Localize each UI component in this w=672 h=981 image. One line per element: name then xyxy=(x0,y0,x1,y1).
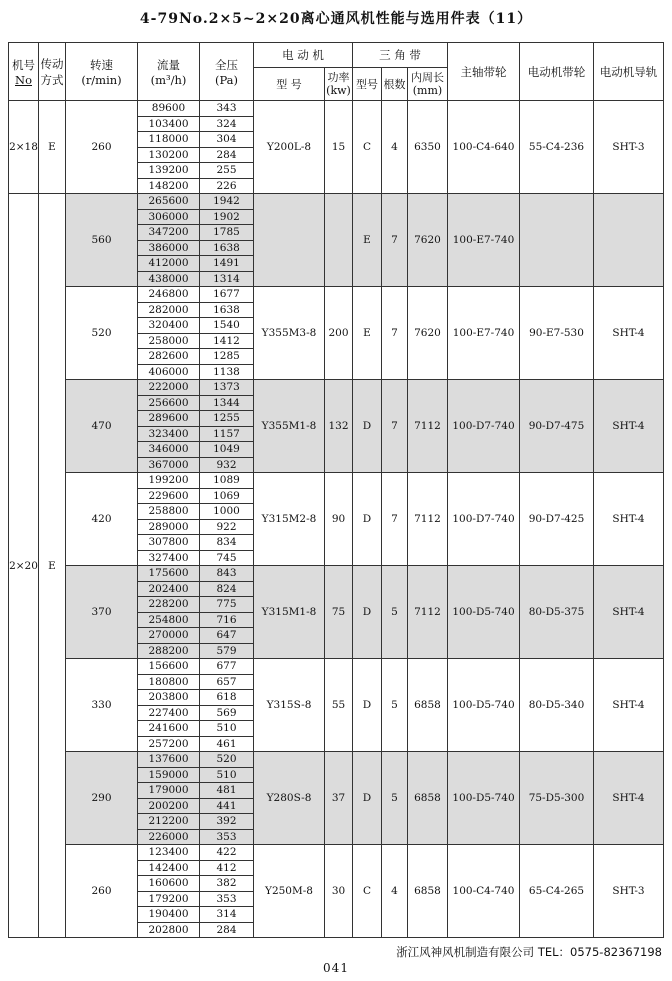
pressure-cell: 1785 xyxy=(200,225,254,241)
pressure-cell: 353 xyxy=(200,829,254,845)
pressure-cell: 343 xyxy=(200,101,254,117)
pressure-cell: 1255 xyxy=(200,411,254,427)
header-machine-no: 机号 No xyxy=(9,43,39,101)
pressure-cell: 843 xyxy=(200,566,254,582)
flow-cell: 227400 xyxy=(138,705,200,721)
header-motor-rail: 电动机导轨 xyxy=(594,43,664,101)
flow-cell: 257200 xyxy=(138,736,200,752)
speed-cell: 470 xyxy=(66,380,138,473)
motor-model-cell: Y250M-8 xyxy=(254,845,325,938)
spindle-pulley-cell: 100-D7-740 xyxy=(448,380,520,473)
pressure-cell: 422 xyxy=(200,845,254,861)
motor-power-cell xyxy=(325,194,353,287)
motor-power-cell: 30 xyxy=(325,845,353,938)
motor-model-cell: Y355M3-8 xyxy=(254,287,325,380)
header-belt-length: 内周长 (mm) xyxy=(408,68,448,101)
motor-model-cell: Y200L-8 xyxy=(254,101,325,194)
pressure-cell: 618 xyxy=(200,690,254,706)
pressure-cell: 520 xyxy=(200,752,254,768)
motor-model-cell: Y315M2-8 xyxy=(254,473,325,566)
motor-rail-cell: SHT-4 xyxy=(594,473,664,566)
flow-cell: 200200 xyxy=(138,798,200,814)
flow-cell: 175600 xyxy=(138,566,200,582)
table-row xyxy=(9,659,664,675)
flow-cell: 123400 xyxy=(138,845,200,861)
flow-cell: 347200 xyxy=(138,225,200,241)
flow-cell: 412000 xyxy=(138,256,200,272)
spindle-pulley-cell: 100-D7-740 xyxy=(448,473,520,566)
belt-model-cell: E xyxy=(353,287,382,380)
flow-cell: 160600 xyxy=(138,876,200,892)
flow-cell: 229600 xyxy=(138,488,200,504)
motor-pulley-cell: 90-D7-425 xyxy=(520,473,594,566)
motor-rail-cell: SHT-3 xyxy=(594,101,664,194)
belt-length-cell: 7620 xyxy=(408,194,448,287)
pressure-cell: 1157 xyxy=(200,426,254,442)
flow-cell: 254800 xyxy=(138,612,200,628)
flow-cell: 327400 xyxy=(138,550,200,566)
flow-cell: 190400 xyxy=(138,907,200,923)
pressure-cell: 284 xyxy=(200,147,254,163)
flow-cell: 258000 xyxy=(138,333,200,349)
flow-cell: 226000 xyxy=(138,829,200,845)
flow-cell: 270000 xyxy=(138,628,200,644)
flow-cell: 241600 xyxy=(138,721,200,737)
header-pressure: 全压 (Pa) xyxy=(200,43,254,101)
header-motor-model: 型 号 xyxy=(254,68,325,101)
drive-cell: E xyxy=(39,194,66,938)
pressure-cell: 657 xyxy=(200,674,254,690)
pressure-cell: 1314 xyxy=(200,271,254,287)
belt-length-cell: 6858 xyxy=(408,659,448,752)
motor-rail-cell: SHT-3 xyxy=(594,845,664,938)
header-motor-pulley: 电动机带轮 xyxy=(520,43,594,101)
belt-model-cell: C xyxy=(353,101,382,194)
flow-cell: 346000 xyxy=(138,442,200,458)
flow-cell: 289000 xyxy=(138,519,200,535)
flow-cell: 180800 xyxy=(138,674,200,690)
flow-cell: 159000 xyxy=(138,767,200,783)
belt-length-cell: 6858 xyxy=(408,752,448,845)
pressure-cell: 1942 xyxy=(200,194,254,210)
flow-cell: 203800 xyxy=(138,690,200,706)
pressure-cell: 745 xyxy=(200,550,254,566)
belt-model-cell: D xyxy=(353,473,382,566)
pressure-cell: 510 xyxy=(200,767,254,783)
belt-model-cell: D xyxy=(353,566,382,659)
motor-model-cell: Y355M1-8 xyxy=(254,380,325,473)
spindle-pulley-cell: 100-E7-740 xyxy=(448,287,520,380)
pressure-cell: 569 xyxy=(200,705,254,721)
speed-cell: 420 xyxy=(66,473,138,566)
motor-power-cell: 15 xyxy=(325,101,353,194)
flow-cell: 320400 xyxy=(138,318,200,334)
pressure-cell: 1089 xyxy=(200,473,254,489)
flow-cell: 386000 xyxy=(138,240,200,256)
pressure-cell: 716 xyxy=(200,612,254,628)
header-drive: 传动 方式 xyxy=(39,43,66,101)
flow-cell: 199200 xyxy=(138,473,200,489)
table-row xyxy=(9,566,664,582)
flow-cell: 89600 xyxy=(138,101,200,117)
pressure-cell: 1000 xyxy=(200,504,254,520)
page-title: 4-79No.2×5~2×20离心通风机性能与选用件表（11） xyxy=(139,11,533,27)
motor-pulley-cell: 75-D5-300 xyxy=(520,752,594,845)
motor-power-cell: 55 xyxy=(325,659,353,752)
motor-pulley-cell xyxy=(520,194,594,287)
flow-cell: 282000 xyxy=(138,302,200,318)
pressure-cell: 304 xyxy=(200,132,254,148)
belt-count-cell: 5 xyxy=(382,659,408,752)
table-row xyxy=(9,473,664,489)
flow-cell: 306000 xyxy=(138,209,200,225)
table-row xyxy=(9,287,664,303)
table-row xyxy=(9,194,664,210)
pressure-cell: 932 xyxy=(200,457,254,473)
header-belt: 三 角 带 xyxy=(353,43,448,68)
flow-cell: 367000 xyxy=(138,457,200,473)
belt-model-cell: D xyxy=(353,659,382,752)
pressure-cell: 1638 xyxy=(200,302,254,318)
motor-rail-cell: SHT-4 xyxy=(594,566,664,659)
motor-pulley-cell: 65-C4-265 xyxy=(520,845,594,938)
drive-cell: E xyxy=(39,101,66,194)
motor-pulley-cell: 90-D7-475 xyxy=(520,380,594,473)
motor-model-cell: Y315M1-8 xyxy=(254,566,325,659)
spindle-pulley-cell: 100-C4-740 xyxy=(448,845,520,938)
belt-count-cell: 7 xyxy=(382,194,408,287)
machine-no-cell: 2×20 xyxy=(9,194,39,938)
company-footer: 浙江风神风机制造有限公司 TEL：0575-82367198 xyxy=(396,945,662,959)
belt-model-cell: D xyxy=(353,752,382,845)
belt-length-cell: 7112 xyxy=(408,380,448,473)
belt-length-cell: 7112 xyxy=(408,473,448,566)
flow-cell: 323400 xyxy=(138,426,200,442)
speed-cell: 560 xyxy=(66,194,138,287)
belt-length-cell: 7620 xyxy=(408,287,448,380)
belt-count-cell: 5 xyxy=(382,752,408,845)
motor-power-cell: 132 xyxy=(325,380,353,473)
spindle-pulley-cell: 100-D5-740 xyxy=(448,566,520,659)
belt-count-cell: 4 xyxy=(382,845,408,938)
pressure-cell: 1902 xyxy=(200,209,254,225)
motor-model-cell: Y280S-8 xyxy=(254,752,325,845)
motor-pulley-cell: 55-C4-236 xyxy=(520,101,594,194)
pressure-cell: 1491 xyxy=(200,256,254,272)
motor-power-cell: 37 xyxy=(325,752,353,845)
pressure-cell: 255 xyxy=(200,163,254,179)
pressure-cell: 324 xyxy=(200,116,254,132)
flow-cell: 289600 xyxy=(138,411,200,427)
pressure-cell: 834 xyxy=(200,535,254,551)
pressure-cell: 353 xyxy=(200,891,254,907)
speed-cell: 370 xyxy=(66,566,138,659)
flow-cell: 406000 xyxy=(138,364,200,380)
pressure-cell: 1412 xyxy=(200,333,254,349)
motor-pulley-cell: 80-D5-375 xyxy=(520,566,594,659)
flow-cell: 118000 xyxy=(138,132,200,148)
motor-pulley-cell: 90-E7-530 xyxy=(520,287,594,380)
flow-cell: 282600 xyxy=(138,349,200,365)
pressure-cell: 461 xyxy=(200,736,254,752)
belt-length-cell: 7112 xyxy=(408,566,448,659)
pressure-cell: 226 xyxy=(200,178,254,194)
pressure-cell: 775 xyxy=(200,597,254,613)
flow-cell: 142400 xyxy=(138,860,200,876)
spec-table-body xyxy=(9,101,664,938)
spindle-pulley-cell: 100-D5-740 xyxy=(448,752,520,845)
pressure-cell: 481 xyxy=(200,783,254,799)
header-belt-model: 型号 xyxy=(353,68,382,101)
flow-cell: 246800 xyxy=(138,287,200,303)
flow-cell: 139200 xyxy=(138,163,200,179)
flow-cell: 265600 xyxy=(138,194,200,210)
motor-power-cell: 75 xyxy=(325,566,353,659)
header-belt-count: 根数 xyxy=(382,68,408,101)
pressure-cell: 1638 xyxy=(200,240,254,256)
belt-count-cell: 4 xyxy=(382,101,408,194)
flow-cell: 202400 xyxy=(138,581,200,597)
flow-cell: 137600 xyxy=(138,752,200,768)
motor-rail-cell: SHT-4 xyxy=(594,659,664,752)
belt-model-cell: D xyxy=(353,380,382,473)
motor-rail-cell xyxy=(594,194,664,287)
pressure-cell: 284 xyxy=(200,922,254,938)
motor-power-cell: 200 xyxy=(325,287,353,380)
flow-cell: 179000 xyxy=(138,783,200,799)
motor-model-cell xyxy=(254,194,325,287)
belt-length-cell: 6350 xyxy=(408,101,448,194)
motor-power-cell: 90 xyxy=(325,473,353,566)
header-spindle-pulley: 主轴带轮 xyxy=(448,43,520,101)
belt-length-cell: 6858 xyxy=(408,845,448,938)
belt-count-cell: 7 xyxy=(382,473,408,566)
motor-rail-cell: SHT-4 xyxy=(594,287,664,380)
pressure-cell: 647 xyxy=(200,628,254,644)
pressure-cell: 1069 xyxy=(200,488,254,504)
fan-spec-table xyxy=(8,42,664,938)
belt-count-cell: 7 xyxy=(382,380,408,473)
pressure-cell: 1049 xyxy=(200,442,254,458)
page-number: 041 xyxy=(323,961,349,975)
pressure-cell: 441 xyxy=(200,798,254,814)
flow-cell: 258800 xyxy=(138,504,200,520)
pressure-cell: 1540 xyxy=(200,318,254,334)
pressure-cell: 579 xyxy=(200,643,254,659)
header-flow: 流量 (m³/h) xyxy=(138,43,200,101)
flow-cell: 179200 xyxy=(138,891,200,907)
header-motor-power: 功率 (kw) xyxy=(325,68,353,101)
motor-model-cell: Y315S-8 xyxy=(254,659,325,752)
belt-model-cell: C xyxy=(353,845,382,938)
pressure-cell: 314 xyxy=(200,907,254,923)
speed-cell: 260 xyxy=(66,845,138,938)
flow-cell: 256600 xyxy=(138,395,200,411)
belt-model-cell: E xyxy=(353,194,382,287)
motor-rail-cell: SHT-4 xyxy=(594,752,664,845)
table-row xyxy=(9,752,664,768)
pressure-cell: 392 xyxy=(200,814,254,830)
speed-cell: 260 xyxy=(66,101,138,194)
pressure-cell: 510 xyxy=(200,721,254,737)
flow-cell: 228200 xyxy=(138,597,200,613)
pressure-cell: 382 xyxy=(200,876,254,892)
flow-cell: 156600 xyxy=(138,659,200,675)
pressure-cell: 412 xyxy=(200,860,254,876)
pressure-cell: 677 xyxy=(200,659,254,675)
motor-pulley-cell: 80-D5-340 xyxy=(520,659,594,752)
belt-count-cell: 5 xyxy=(382,566,408,659)
table-row xyxy=(9,101,664,117)
pressure-cell: 1344 xyxy=(200,395,254,411)
flow-cell: 202800 xyxy=(138,922,200,938)
spindle-pulley-cell: 100-D5-740 xyxy=(448,659,520,752)
pressure-cell: 1138 xyxy=(200,364,254,380)
spindle-pulley-cell: 100-E7-740 xyxy=(448,194,520,287)
machine-no-cell: 2×18 xyxy=(9,101,39,194)
speed-cell: 520 xyxy=(66,287,138,380)
flow-cell: 438000 xyxy=(138,271,200,287)
flow-cell: 307800 xyxy=(138,535,200,551)
flow-cell: 222000 xyxy=(138,380,200,396)
table-row xyxy=(9,380,664,396)
table-row xyxy=(9,845,664,861)
pressure-cell: 1373 xyxy=(200,380,254,396)
flow-cell: 148200 xyxy=(138,178,200,194)
flow-cell: 288200 xyxy=(138,643,200,659)
header-speed: 转速 (r/min) xyxy=(66,43,138,101)
speed-cell: 290 xyxy=(66,752,138,845)
pressure-cell: 1285 xyxy=(200,349,254,365)
pressure-cell: 1677 xyxy=(200,287,254,303)
pressure-cell: 824 xyxy=(200,581,254,597)
flow-cell: 103400 xyxy=(138,116,200,132)
spindle-pulley-cell: 100-C4-640 xyxy=(448,101,520,194)
pressure-cell: 922 xyxy=(200,519,254,535)
flow-cell: 130200 xyxy=(138,147,200,163)
belt-count-cell: 7 xyxy=(382,287,408,380)
motor-rail-cell: SHT-4 xyxy=(594,380,664,473)
header-motor: 电 动 机 xyxy=(254,43,353,68)
speed-cell: 330 xyxy=(66,659,138,752)
flow-cell: 212200 xyxy=(138,814,200,830)
